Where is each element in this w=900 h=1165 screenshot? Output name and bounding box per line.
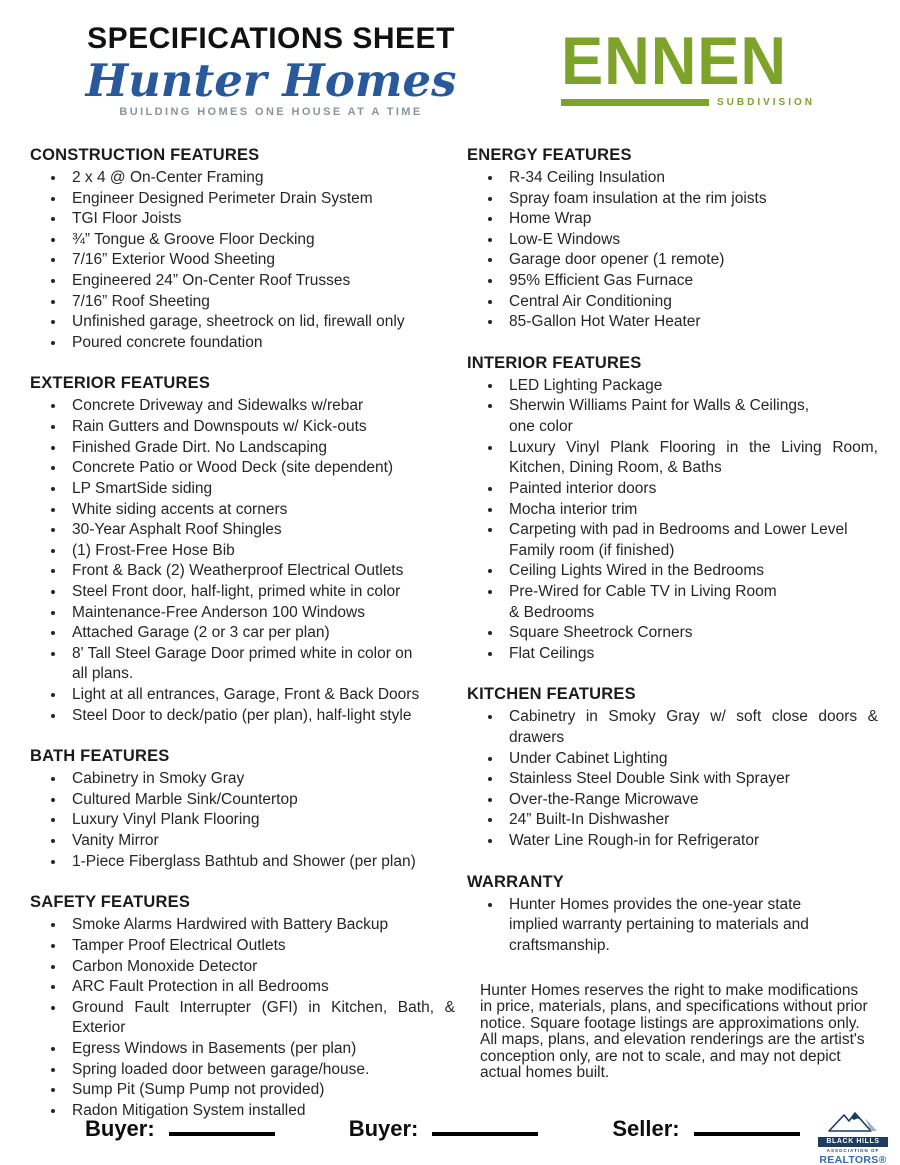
feature-item: • Tamper Proof Electrical Outlets: [66, 936, 455, 957]
feature-item: • LP SmartSide siding: [66, 479, 455, 500]
feature-item: • Maintenance-Free Anderson 100 Windows: [66, 603, 455, 624]
feature-item: • Carbon Monoxide Detector: [66, 957, 455, 978]
feature-item: • Engineered 24” On-Center Roof Trusses: [66, 271, 455, 292]
feature-item: • TGI Floor Joists: [66, 209, 455, 230]
feature-item: • Cabinetry in Smoky Gray: [66, 769, 455, 790]
section-title: WARRANTY: [467, 872, 564, 891]
page-title: SPECIFICATIONS SHEET: [87, 22, 455, 55]
feature-item: • 30-Year Asphalt Roof Shingles: [66, 520, 455, 541]
feature-item: • (1) Frost-Free Hose Bib: [66, 541, 455, 562]
feature-item: • Luxury Vinyl Plank Flooring in the Living Room, Kitchen, Dining Room, & Baths: [503, 438, 878, 479]
feature-item: • Hunter Homes provides the one-year state implied warranty pertaining to materials and craftsmanship.: [503, 895, 878, 957]
feature-item: • Smoke Alarms Hardwired with Battery Backup: [66, 915, 455, 936]
feature-item: • Garage door opener (1 remote): [503, 250, 878, 271]
feature-item: • R-34 Ceiling Insulation: [503, 168, 878, 189]
signature-line[interactable]: [694, 1118, 800, 1136]
feature-item: • Low-E Windows: [503, 230, 878, 251]
realtors-text: REALTORS®: [819, 1154, 887, 1165]
feature-item: • 85-Gallon Hot Water Heater: [503, 312, 878, 333]
feature-item: • Water Line Rough-in for Refrigerator: [503, 831, 878, 852]
ennen-logo: [561, 23, 815, 108]
feature-item: • ARC Fault Protection in all Bedrooms: [66, 977, 455, 998]
feature-section: [467, 146, 878, 333]
feature-item: • Unfinished garage, sheetrock on lid, firewall only: [66, 312, 455, 333]
feature-item: • ¾” Tongue & Groove Floor Decking: [66, 230, 455, 251]
section-title: CONSTRUCTION FEATURES: [30, 146, 260, 164]
signature-field: [612, 1116, 799, 1142]
brand-block: [25, 22, 517, 118]
feature-item: • Pre-Wired for Cable TV in Living Room & Bedrooms: [503, 582, 878, 623]
feature-list: [467, 895, 878, 957]
signature-row: [85, 1116, 800, 1142]
signature-field: [85, 1116, 275, 1142]
section-title: SAFETY FEATURES: [30, 893, 191, 912]
ennen-bar: [561, 99, 709, 106]
right-column: [467, 146, 878, 1142]
section-title: KITCHEN FEATURES: [467, 685, 636, 704]
disclaimer-text: Hunter Homes reserves the right to make modifications in price, materials, plans, and specifications without prior notice. Square footage listings are approximations only. All maps, plans, and elevation renderings are the artist's conception only, are not to scale, and may not depict actual homes built.: [480, 981, 868, 1082]
feature-list: [30, 396, 455, 726]
realtor-band-text: BLACK HILLS: [818, 1137, 888, 1147]
feature-item: • Concrete Driveway and Sidewalks w/rebar: [66, 396, 455, 417]
feature-item: • Spring loaded door between garage/house.: [66, 1060, 455, 1081]
section-title: INTERIOR FEATURES: [467, 353, 642, 372]
brand-tagline: BUILDING HOMES ONE HOUSE AT A TIME: [119, 106, 423, 118]
signature-line[interactable]: [432, 1118, 538, 1136]
feature-item: • Rain Gutters and Downspouts w/ Kick-outs: [66, 417, 455, 438]
feature-item: • Cabinetry in Smoky Gray w/ soft close doors & drawers: [503, 707, 878, 748]
content-columns: [0, 146, 900, 1142]
feature-item: • 95% Efficient Gas Furnace: [503, 271, 878, 292]
feature-item: • 2 x 4 @ On-Center Framing: [66, 168, 455, 189]
feature-item: • Luxury Vinyl Plank Flooring: [66, 810, 455, 831]
signature-line[interactable]: [169, 1118, 275, 1136]
feature-item: • Steel Door to deck/patio (per plan), half-light style: [66, 706, 455, 727]
section-title: EXTERIOR FEATURES: [30, 374, 211, 393]
feature-item: • Sherwin Williams Paint for Walls & Ceilings, one color: [503, 396, 878, 437]
signature-field: [349, 1116, 539, 1142]
feature-item: • Egress Windows in Basements (per plan): [66, 1039, 455, 1060]
feature-item: • Poured concrete foundation: [66, 333, 455, 354]
feature-item: • Front & Back (2) Weatherproof Electrical Outlets: [66, 561, 455, 582]
feature-item: • Central Air Conditioning: [503, 292, 878, 313]
feature-item: • Square Sheetrock Corners: [503, 623, 878, 644]
signature-label: Seller:: [612, 1116, 680, 1141]
feature-item: • 24” Built-In Dishwasher: [503, 810, 878, 831]
feature-section: [30, 146, 455, 353]
realtor-association-text: ASSOCIATION OF: [826, 1148, 880, 1154]
feature-item: • Spray foam insulation at the rim joists: [503, 189, 878, 210]
feature-section: [30, 374, 455, 726]
section-title: ENERGY FEATURES: [467, 146, 632, 164]
feature-item: • Attached Garage (2 or 3 car per plan): [66, 623, 455, 644]
feature-item: • Home Wrap: [503, 209, 878, 230]
feature-item: • White siding accents at corners: [66, 500, 455, 521]
feature-item: • Cultured Marble Sink/Countertop: [66, 790, 455, 811]
feature-list: [467, 376, 878, 665]
feature-item: • Engineer Designed Perimeter Drain System: [66, 189, 455, 210]
section-title: BATH FEATURES: [30, 747, 170, 766]
feature-item: • Steel Front door, half-light, primed white in color: [66, 582, 455, 603]
feature-list: [30, 168, 455, 353]
subdivision-label: SUBDIVISION: [716, 96, 815, 108]
feature-section: [467, 354, 878, 665]
feature-item: • 7/16” Roof Sheeting: [66, 292, 455, 313]
feature-item: • Ground Fault Interrupter (GFI) in Kitchen, Bath, & Exterior: [66, 998, 455, 1039]
feature-item: • 1-Piece Fiberglass Bathtub and Shower (per plan): [66, 852, 455, 873]
feature-list: [30, 915, 455, 1121]
feature-item: • Under Cabinet Lighting: [503, 749, 878, 770]
feature-item: • Painted interior doors: [503, 479, 878, 500]
feature-section: [30, 747, 455, 872]
mountain-icon: [827, 1112, 879, 1132]
ennen-wordmark: ENNEN: [561, 23, 788, 99]
feature-item: • 8' Tall Steel Garage Door primed white in color on all plans.: [66, 644, 455, 685]
feature-item: • Carpeting with pad in Bedrooms and Lower Level Family room (if finished): [503, 520, 878, 561]
signature-label: Buyer:: [85, 1116, 155, 1141]
left-column: [30, 146, 455, 1142]
feature-item: • Ceiling Lights Wired in the Bedrooms: [503, 561, 878, 582]
feature-item: • Concrete Patio or Wood Deck (site dependent): [66, 458, 455, 479]
feature-item: • Flat Ceilings: [503, 644, 878, 665]
feature-item: • Over-the-Range Microwave: [503, 790, 878, 811]
black-hills-realtors-logo: [818, 1112, 888, 1165]
signature-label: Buyer:: [348, 1116, 419, 1141]
feature-item: • Stainless Steel Double Sink with Sprayer: [503, 769, 878, 790]
feature-item: • LED Lighting Package: [503, 376, 878, 397]
page-header: [0, 0, 900, 146]
feature-item: • 7/16” Exterior Wood Sheeting: [66, 250, 455, 271]
feature-item: • Radon Mitigation System installed: [66, 1101, 455, 1122]
feature-item: • Finished Grade Dirt. No Landscaping: [66, 438, 455, 459]
feature-section: [467, 873, 878, 957]
hunter-homes-logo: Hunter Homes: [85, 54, 457, 107]
feature-section: [467, 685, 878, 851]
feature-item: • Light at all entrances, Garage, Front & Back Doors: [66, 685, 455, 706]
feature-list: [467, 168, 878, 333]
feature-item: • Sump Pit (Sump Pump not provided): [66, 1080, 455, 1101]
feature-item: • Mocha interior trim: [503, 500, 878, 521]
feature-list: [30, 769, 455, 872]
feature-item: • Vanity Mirror: [66, 831, 455, 852]
feature-list: [467, 707, 878, 851]
feature-section: [30, 893, 455, 1121]
